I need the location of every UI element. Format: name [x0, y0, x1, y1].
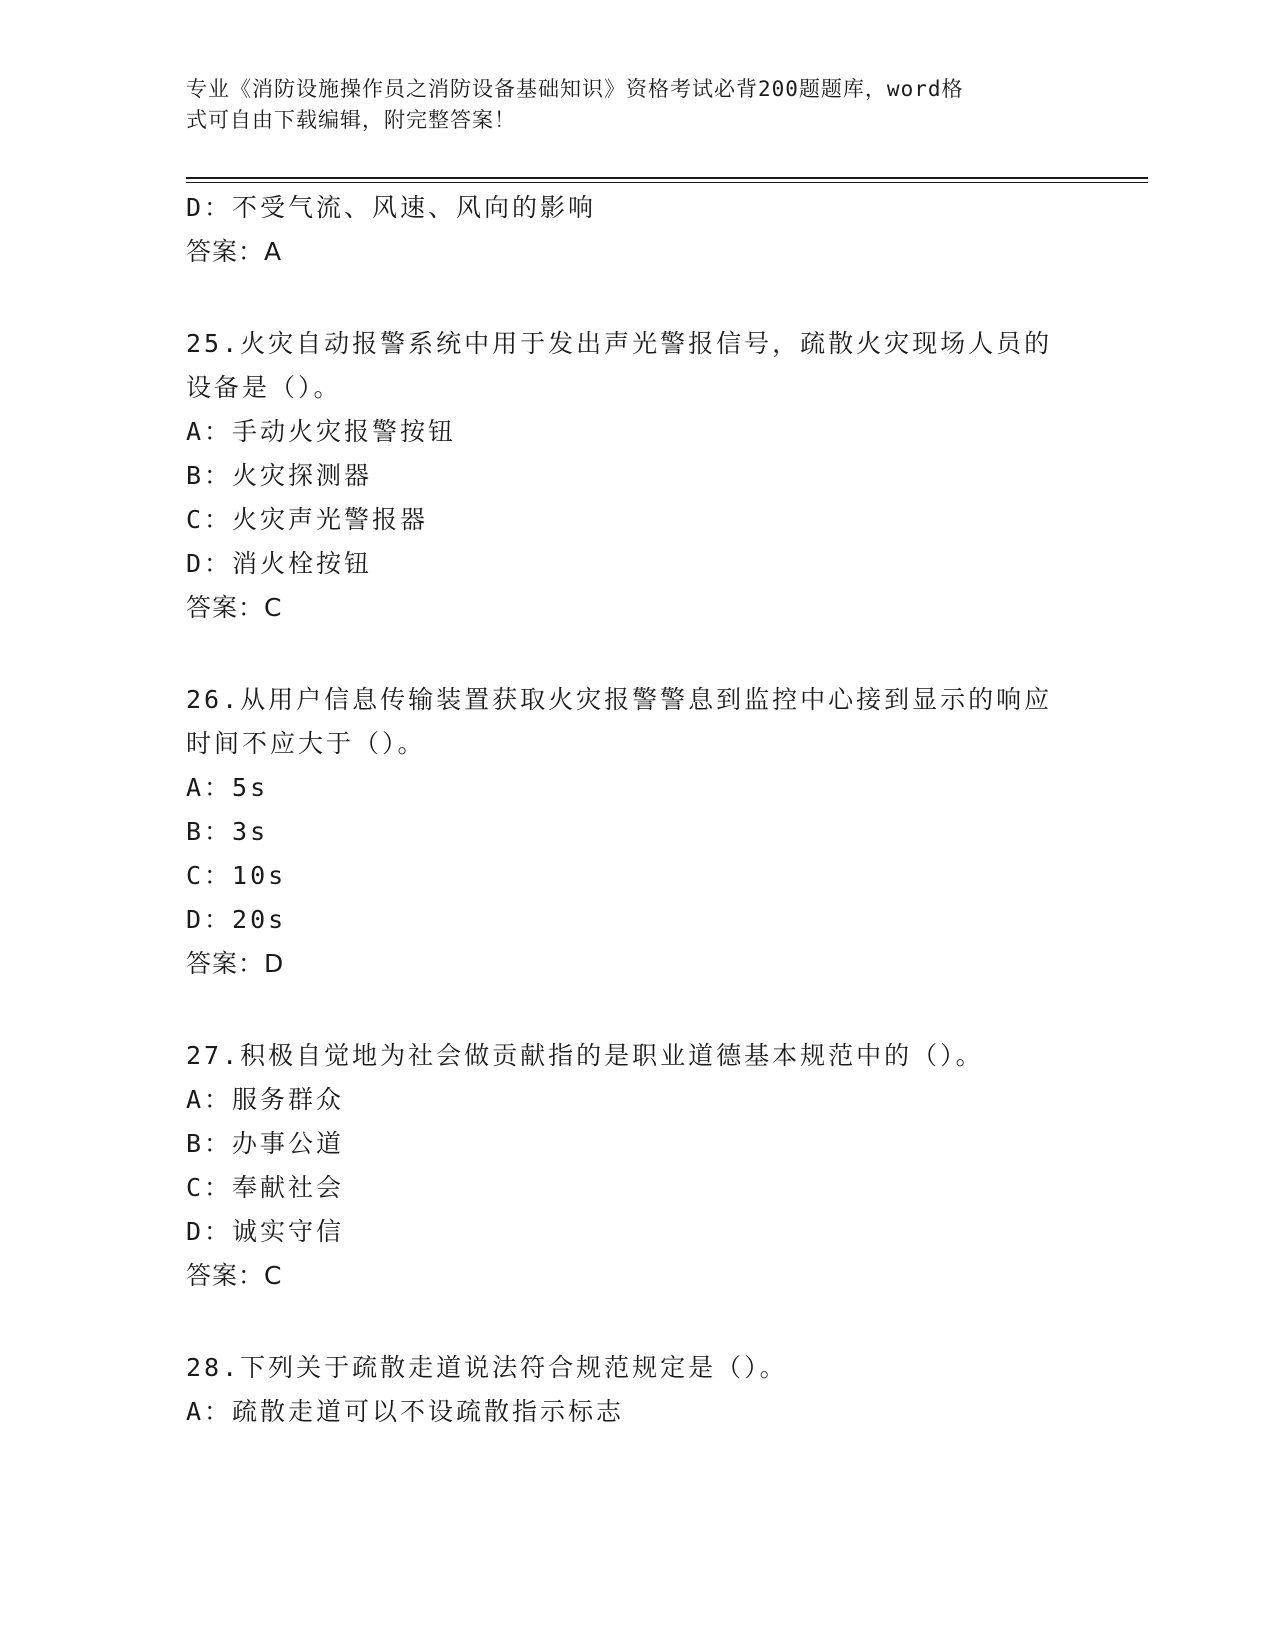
q25-option-b: B：火灾探测器 — [186, 461, 373, 490]
prev-option-d: D：不受气流、风速、风向的影响 — [186, 193, 597, 222]
q27-option-d: D：诚实守信 — [186, 1217, 345, 1246]
q25-option-a: A：手动火灾报警按钮 — [186, 417, 457, 446]
q27-stem-line-1: 27.积极自觉地为社会做贡献指的是职业道德基本规范中的（）。 — [186, 1041, 984, 1070]
header-line-1: 专业《消防设施操作员之消防设备基础知识》资格考试必背200题题库，word格 — [186, 77, 964, 101]
header-line-2: 式可自由下载编辑，附完整答案！ — [186, 108, 516, 132]
q26-stem-line-1: 26.从用户信息传输装置获取火灾报警警息到监控中心接到显示的响应 — [186, 685, 1053, 714]
q26-option-c: C：10s — [186, 861, 287, 890]
q26-answer: 答案：D — [186, 949, 285, 978]
q28-stem-line-1: 28.下列关于疏散走道说法符合规范规定是（）。 — [186, 1353, 788, 1382]
q27-option-b: B：办事公道 — [186, 1129, 345, 1158]
q26-option-a: A：5s — [186, 773, 269, 802]
q25-option-c: C：火灾声光警报器 — [186, 505, 429, 534]
q25-stem-line-2: 设备是（）。 — [186, 373, 342, 402]
q25-option-d: D：消火栓按钮 — [186, 549, 373, 578]
q25-stem-line-1: 25.火灾自动报警系统中用于发出声光警报信号，疏散火灾现场人员的 — [186, 329, 1053, 358]
q26-stem-line-2: 时间不应大于（）。 — [186, 729, 426, 758]
document-header — [186, 74, 1066, 136]
q25-answer: 答案：C — [186, 593, 283, 622]
q26-option-d: D：20s — [186, 905, 287, 934]
header-divider-thick — [186, 177, 1148, 179]
q27-option-a: A：服务群众 — [186, 1085, 345, 1114]
header-divider-thin — [186, 182, 1148, 183]
q28-option-a: A：疏散走道可以不设疏散指示标志 — [186, 1397, 625, 1426]
prev-answer: 答案：A — [186, 237, 283, 266]
q27-option-c: C：奉献社会 — [186, 1173, 345, 1202]
q27-answer: 答案：C — [186, 1261, 283, 1290]
q26-option-b: B：3s — [186, 817, 269, 846]
